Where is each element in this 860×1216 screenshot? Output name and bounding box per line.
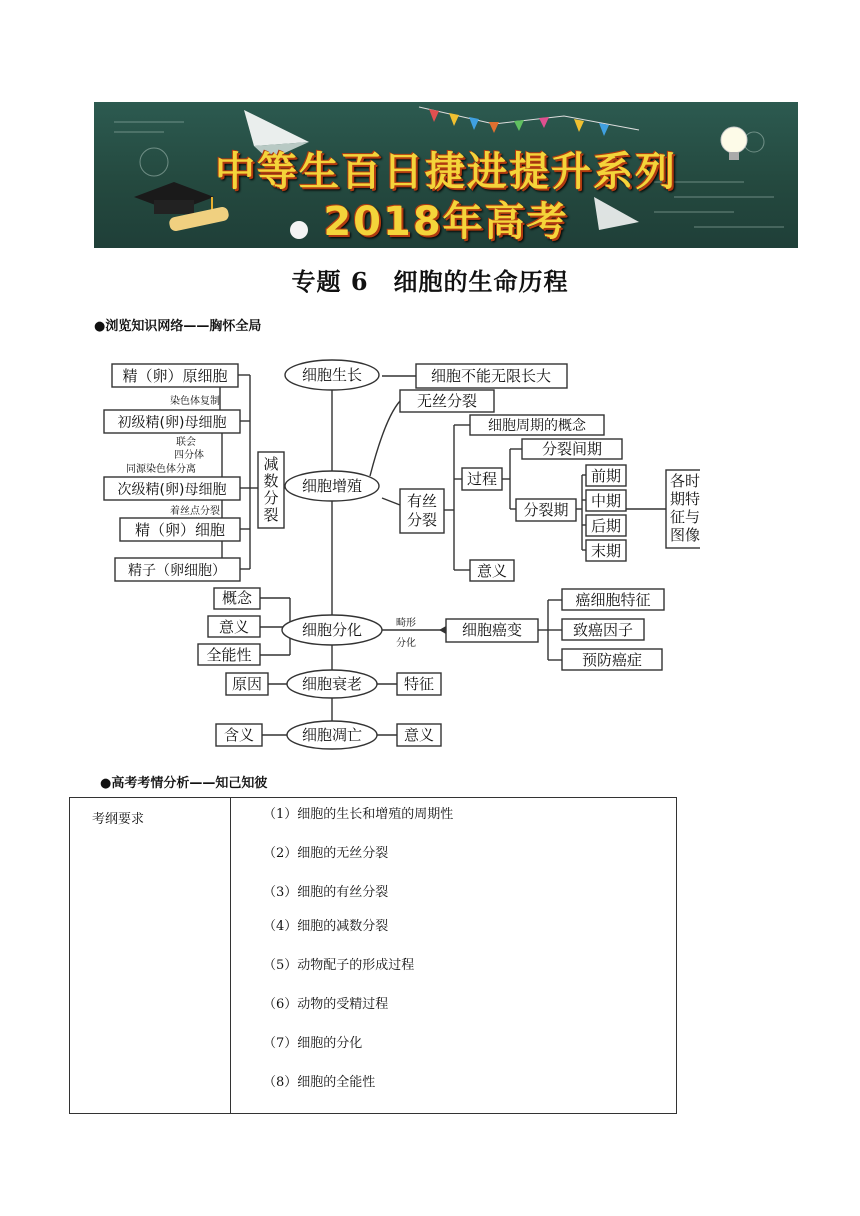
label-centromere-split: 着丝点分裂 <box>170 506 220 517</box>
requirement-item: （1）细胞的生长和增殖的周期性 <box>263 807 454 822</box>
node-division-phase: 分裂期 <box>523 501 569 519</box>
node-mitosis-significance: 意义 <box>476 562 508 580</box>
requirements-list <box>231 798 677 1114</box>
node-mitosis: 有丝分裂 <box>406 492 437 529</box>
requirements-label: 考纲要求 <box>70 798 231 1114</box>
node-primary-cell: 初级精(卵)母细胞 <box>117 415 227 431</box>
node-aging-cause: 原因 <box>231 675 263 693</box>
node-mitosis-box <box>400 489 444 533</box>
knowledge-mindmap <box>100 348 700 753</box>
node-telophase: 末期 <box>590 542 622 560</box>
node-cancer: 细胞癌变 <box>461 621 523 639</box>
node-anaphase: 后期 <box>590 517 622 535</box>
node-interphase: 分裂间期 <box>541 440 603 458</box>
node-phase-features: 各时期特征与图像 <box>669 472 700 544</box>
node-prophase: 前期 <box>590 467 622 485</box>
label-differentiation-small: 分化 <box>396 638 416 649</box>
node-secondary-cell: 次级精(卵)母细胞 <box>117 482 227 498</box>
node-process: 过程 <box>466 470 498 488</box>
node-meiosis-box <box>258 452 284 528</box>
node-diff-concept: 概念 <box>221 589 253 607</box>
label-tetrad: 四分体 <box>174 450 204 461</box>
node-aging-features: 特征 <box>403 675 435 693</box>
node-growth: 细胞生长 <box>301 366 363 384</box>
requirement-item: （7）细胞的分化 <box>263 1036 363 1051</box>
banner-title-line2: 2018年高考 <box>323 199 569 245</box>
node-amitosis: 无丝分裂 <box>416 392 478 410</box>
banner-title-line1: 中等生百日捷进提升系列 <box>215 149 677 195</box>
topic-title: 专题 6 细胞的生命历程 <box>291 267 569 296</box>
exam-requirements-table <box>69 797 677 1114</box>
requirement-item: （8）细胞的全能性 <box>263 1075 376 1090</box>
node-apoptosis-meaning-right: 意义 <box>403 726 435 744</box>
section-exam-analysis-title: ●高考考情分析——知己知彼 <box>100 776 268 791</box>
node-proliferation: 细胞增殖 <box>301 477 363 495</box>
node-aging: 细胞衰老 <box>301 675 363 693</box>
node-metaphase: 中期 <box>590 492 622 510</box>
requirement-item: （5）动物配子的形成过程 <box>263 958 415 973</box>
node-apoptosis: 细胞凋亡 <box>301 726 363 744</box>
requirement-item: （2）细胞的无丝分裂 <box>263 846 389 861</box>
node-phase-features-box <box>666 470 700 548</box>
node-spermatid: 精（卵）细胞 <box>134 521 226 539</box>
node-cancer-features: 癌细胞特征 <box>575 591 651 609</box>
node-cancer-prevention: 预防癌症 <box>581 651 643 669</box>
requirement-item: （4）细胞的减数分裂 <box>263 919 389 934</box>
node-apoptosis-meaning-left: 含义 <box>223 726 255 744</box>
label-homolog-separation: 同源染色体分离 <box>126 464 196 475</box>
node-totipotency: 全能性 <box>206 646 252 664</box>
label-abnormal: 畸形 <box>396 618 416 629</box>
node-growth-limit: 细胞不能无限长大 <box>430 367 552 385</box>
header-banner <box>94 102 798 248</box>
requirement-item: （3）细胞的有丝分裂 <box>263 885 389 900</box>
node-sperm: 精子（卵细胞） <box>128 563 226 579</box>
node-oogonium: 精（卵）原细胞 <box>122 367 228 385</box>
section-knowledge-network-title: ●浏览知识网络——胸怀全局 <box>94 319 262 334</box>
node-carcinogens: 致癌因子 <box>572 621 634 639</box>
label-synapsis: 联会 <box>176 437 196 448</box>
table-row <box>70 798 677 1114</box>
requirement-item: （6）动物的受精过程 <box>263 997 389 1012</box>
label-chromosome-replication: 染色体复制 <box>170 396 220 407</box>
node-meiosis: 减数分裂 <box>263 455 279 524</box>
node-diff-significance: 意义 <box>218 618 250 636</box>
node-cell-cycle-concept: 细胞周期的概念 <box>488 418 586 434</box>
node-differentiation: 细胞分化 <box>301 621 363 639</box>
